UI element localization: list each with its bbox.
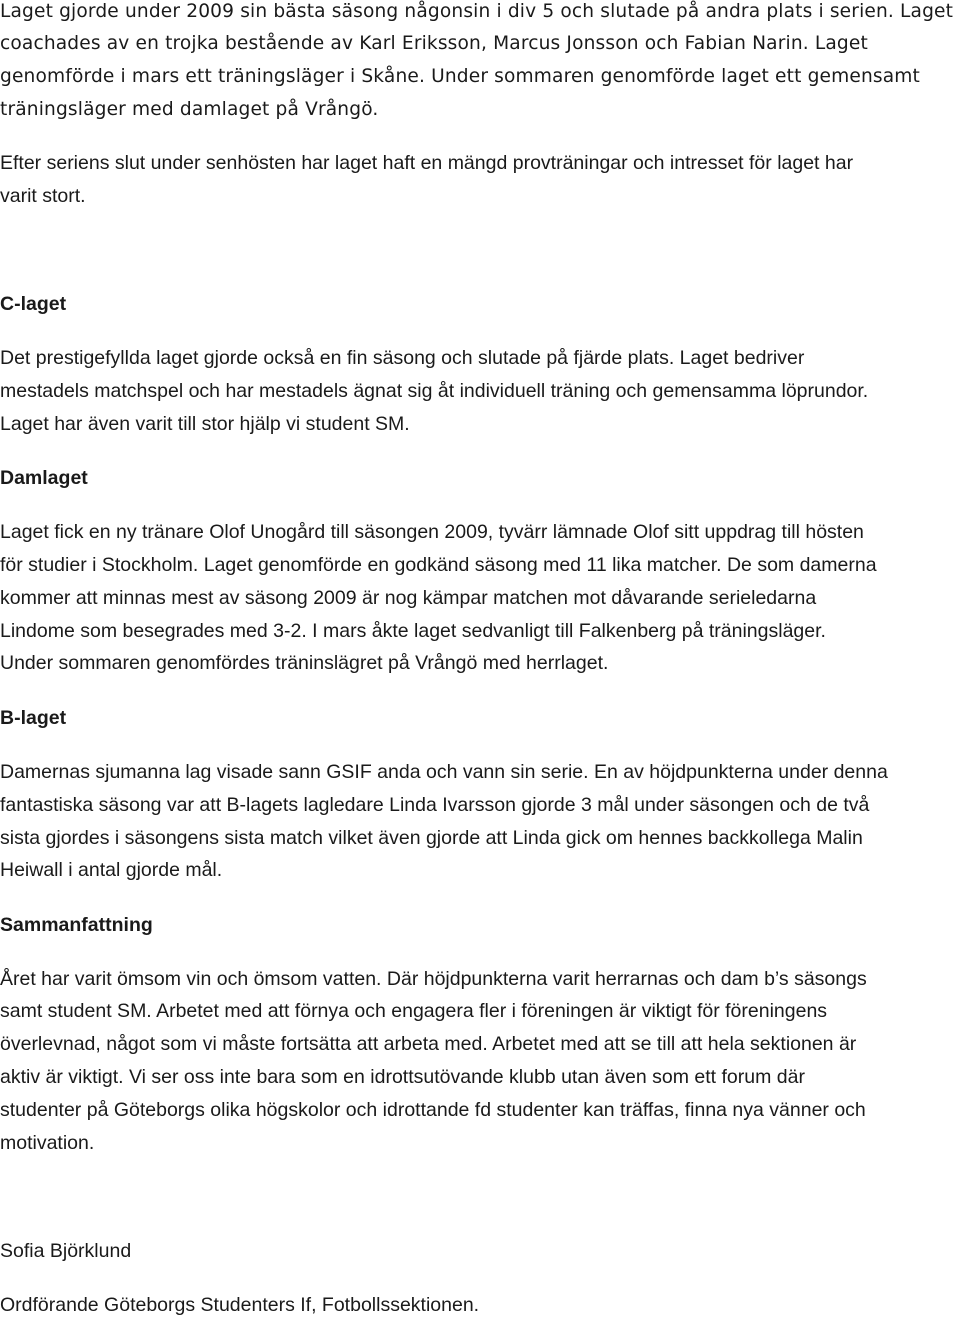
text-line: motivation.: [0, 1132, 95, 1154]
text-line: överlevnad, något som vi måste fortsätta att arbeta med. Arbetet med att se till att hela sektionen är: [0, 1033, 857, 1055]
text-line: samt student SM. Arbetet med att förnya och engagera fler i föreningen är viktigt för föreningens: [0, 1000, 828, 1022]
text-line: Laget gjorde under 2009 sin bästa säsong någonsin i div 5 och slutade på andra plats i serien. Laget: [0, 1, 954, 22]
text-line: studenter på Göteborgs olika högskolor och idrottande fd studenter kan träffas, finna nya vänner och: [0, 1099, 866, 1121]
text-line: mestadels matchspel och har mestadels ägnat sig åt individuell träning och gemensamma löprundor.: [0, 380, 869, 402]
text-line: kommer att minnas mest av säsong 2009 är nog kämpar matchen mot dåvarande serieledarna: [0, 587, 817, 609]
text-line: träningsläger med damlaget på Vrångö.: [0, 99, 379, 120]
section-heading: Damlaget: [0, 467, 88, 489]
signature-title: Ordförande Göteborgs Studenters If, Fotbollssektionen.: [0, 1294, 480, 1316]
text-line: sista gjordes i säsongens sista match vilket även gjorde att Linda gick om hennes backkollega Malin: [0, 827, 863, 849]
text-line: varit stort.: [0, 185, 86, 207]
text-line: Laget har även varit till stor hjälp vi student SM.: [0, 413, 410, 435]
section-heading: C-laget: [0, 293, 67, 315]
text-line: coachades av en trojka bestående av Karl Eriksson, Marcus Jonsson och Fabian Narin. Laget: [0, 33, 868, 54]
text-line: Heiwall i antal gjorde mål.: [0, 859, 223, 881]
text-line: Laget fick en ny tränare Olof Unogård till säsongen 2009, tyvärr lämnade Olof sitt uppdrag till hösten: [0, 521, 864, 543]
text-line: Lindome som besegrades med 3-2. I mars åkte laget sedvanligt till Falkenberg på träningsläger.: [0, 620, 826, 642]
text-line: Året har varit ömsom vin och ömsom vatten. Där höjdpunkterna varit herrarnas och dam b’s säsongs: [0, 968, 867, 990]
text-line: Efter seriens slut under senhösten har laget haft en mängd provträningar och intresset för laget har: [0, 152, 854, 174]
text-line: Damernas sjumanna lag visade sann GSIF anda och vann sin serie. En av höjdpunkterna under denna: [0, 761, 888, 783]
text-line: Det prestigefyllda laget gjorde också en fin säsong och slutade på fjärde plats. Laget bedriver: [0, 347, 805, 369]
text-line: fantastiska säsong var att B-lagets lagledare Linda Ivarsson gjorde 3 mål under säsongen och de två: [0, 794, 870, 816]
text-line: genomförde i mars ett träningsläger i Skåne. Under sommaren genomförde laget ett gemensamt: [0, 66, 920, 87]
signature-name: Sofia Björklund: [0, 1240, 132, 1262]
text-line: aktiv är viktigt. Vi ser oss inte bara som en idrottsutövande klubb utan även som ett forum där: [0, 1066, 805, 1088]
text-line: Under sommaren genomfördes träninslägret på Vrångö med herrlaget.: [0, 652, 609, 674]
text-line: för studier i Stockholm. Laget genomförde en godkänd säsong med 11 lika matcher. De som damerna: [0, 554, 877, 576]
section-heading: B-laget: [0, 707, 67, 729]
section-heading: Sammanfattning: [0, 914, 153, 936]
